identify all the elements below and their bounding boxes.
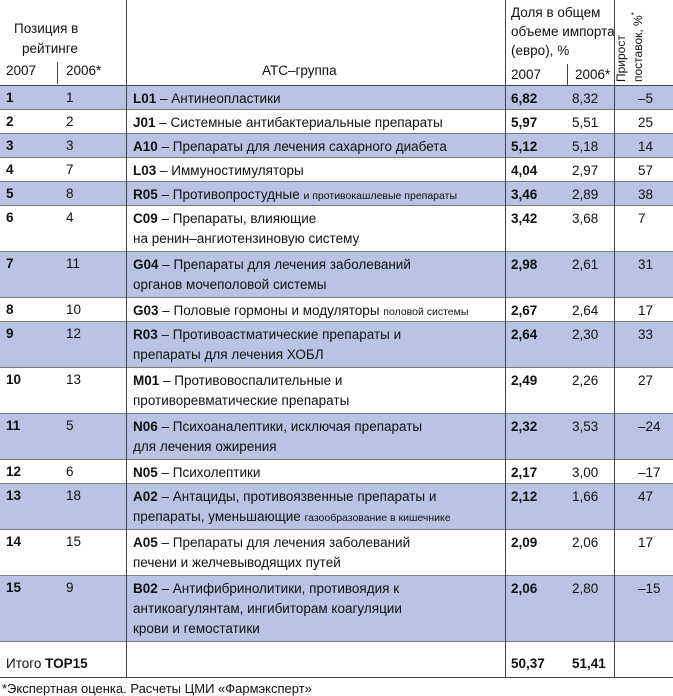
atc-description: – Противовоспалительные и (159, 373, 343, 388)
share-2006: 2,97 (572, 163, 599, 178)
atc-description: – Препараты для лечения сахарного диабета (157, 139, 447, 154)
atc-group-cell (133, 533, 410, 553)
growth-value: 57 (638, 163, 654, 178)
share-2006: 3,00 (572, 465, 599, 480)
atc-code: G03 (133, 303, 159, 318)
table-row (0, 134, 673, 158)
atc-group-cell (133, 417, 422, 437)
table-row (0, 206, 673, 252)
total-bottom-line (0, 677, 673, 678)
atc-description: противоревматические препараты (133, 393, 350, 408)
header-year-divider (57, 62, 58, 84)
table-row (0, 368, 673, 414)
header-bottom-line (0, 85, 673, 86)
rank-2007: 4 (6, 162, 14, 177)
growth-value: 7 (638, 211, 646, 226)
atc-description: органов мочеполовой системы (133, 277, 327, 292)
atc-description: печени и желчевыводящих путей (133, 555, 341, 570)
atc-description: препараты для лечения ХОБЛ (133, 347, 324, 362)
atc-description-small: газообразование в кишечнике (304, 512, 451, 524)
rank-2007: 8 (6, 302, 14, 317)
rank-2006: 6 (66, 464, 74, 479)
header-year-2006: 2006* (66, 63, 102, 78)
atc-description: – Антациды, противоязвенные препараты и (157, 489, 437, 504)
rank-2006: 3 (66, 138, 74, 153)
atc-code: R03 (133, 327, 158, 342)
rank-2007: 5 (6, 186, 14, 201)
table-row (0, 576, 673, 642)
share-2006: 3,68 (572, 211, 599, 226)
atc-code: M01 (133, 373, 160, 388)
share-2006: 2,30 (572, 327, 599, 342)
atc-description: антикоагулянтам, ингибиторам коагуляции (133, 601, 402, 616)
growth-value: 38 (638, 187, 654, 202)
atc-code: C09 (133, 211, 158, 226)
share-2007: 2,12 (511, 489, 538, 504)
rank-2006: 2 (66, 114, 74, 129)
header-growth-line2: поставок, % (631, 15, 645, 82)
table-row (0, 484, 673, 530)
header-growth-line2-wrap (628, 0, 645, 82)
rank-2007: 13 (6, 488, 22, 503)
share-2007: 5,97 (511, 115, 538, 130)
rank-2006: 7 (66, 162, 74, 177)
atc-group-continuation (133, 507, 451, 528)
rank-2006: 1 (66, 90, 74, 105)
atc-group-continuation (133, 275, 327, 295)
rank-2007: 1 (6, 90, 14, 105)
divider-rank-atc (126, 0, 127, 677)
atc-description: – Половые гормоны и модуляторы (158, 303, 384, 318)
table-row (0, 86, 673, 110)
header-position-line1: Позиция в (14, 21, 79, 36)
rank-2006: 8 (66, 186, 74, 201)
atc-group-cell (133, 371, 342, 391)
atc-group-cell (133, 161, 304, 181)
rank-2006: 4 (66, 210, 74, 225)
atc-description: – Системные антибактериальные препараты (155, 115, 443, 130)
header-growth (614, 0, 672, 82)
share-2006: 2,80 (572, 581, 599, 596)
atc-description: для лечения ожирения (133, 439, 277, 454)
atc-code: G04 (133, 257, 159, 272)
atc-group-cell (133, 487, 436, 507)
rank-2006: 18 (66, 488, 82, 503)
atc-group-cell (133, 463, 260, 483)
share-2007: 3,42 (511, 211, 538, 226)
rank-2007: 2 (6, 114, 14, 129)
atc-description: – Психолептики (157, 465, 261, 480)
rank-2006: 5 (66, 418, 74, 433)
table-row (0, 322, 673, 368)
share-2006: 2,61 (572, 257, 599, 272)
atc-group-continuation (133, 599, 402, 619)
table-row (0, 530, 673, 576)
table-row (0, 460, 673, 484)
atc-group-cell (133, 113, 443, 133)
header-share-2006: 2006* (575, 67, 611, 82)
atc-code: N05 (133, 465, 158, 480)
atc-group-continuation (133, 437, 277, 457)
growth-value: 33 (638, 327, 654, 342)
atc-group-cell (133, 301, 468, 322)
atc-group-cell (133, 579, 399, 599)
table-row (0, 158, 673, 182)
atc-code: B02 (133, 581, 158, 596)
share-2007: 2,98 (511, 257, 538, 272)
rank-2007: 15 (6, 580, 22, 595)
atc-code: A10 (133, 139, 158, 154)
growth-value: 17 (638, 303, 654, 318)
total-2007: 50,37 (511, 656, 545, 671)
rank-2007: 12 (6, 464, 22, 479)
rank-2007: 11 (6, 418, 21, 433)
header-atc-group: АТС–группа (262, 63, 337, 78)
growth-value: –24 (638, 419, 661, 434)
atc-description: – Психоаналептики, исключая препараты (157, 419, 423, 434)
share-2006: 2,89 (572, 187, 599, 202)
atc-description: – Препараты для лечения заболеваний (157, 535, 411, 550)
atc-description: – Антифибринолитики, противоядия к (157, 581, 400, 596)
atc-group-continuation (133, 619, 260, 639)
table-row (0, 252, 673, 298)
table-row (0, 110, 673, 134)
share-2007: 2,67 (511, 303, 538, 318)
divider-share-growth (614, 0, 615, 677)
rank-2006: 15 (66, 534, 82, 549)
header-share-line2: объеме импорта (511, 24, 615, 39)
growth-value: 27 (638, 373, 654, 388)
atc-description: на ренин–ангиотензиновую систему (133, 231, 360, 246)
rank-2007: 7 (6, 256, 14, 271)
atc-description-small: и противокашлевые препараты (303, 190, 457, 202)
table-row (0, 182, 673, 206)
share-2007: 6,82 (511, 91, 538, 106)
table-row (0, 298, 673, 322)
atc-group-cell (133, 137, 447, 157)
share-2006: 2,26 (572, 373, 599, 388)
rank-2007: 10 (6, 372, 22, 387)
atc-code: J01 (133, 115, 156, 130)
rank-2006: 10 (66, 302, 82, 317)
share-2006: 2,64 (572, 303, 599, 318)
atc-group-cell (133, 89, 281, 109)
atc-group-continuation (133, 229, 359, 249)
total-2006: 51,41 (572, 656, 606, 671)
rank-2007: 3 (6, 138, 14, 153)
share-2007: 2,06 (511, 581, 538, 596)
growth-value: –5 (638, 91, 654, 106)
atc-description: – Противопростудные (157, 187, 304, 202)
growth-value: –15 (638, 581, 661, 596)
table-row (0, 414, 673, 460)
atc-group-continuation (133, 391, 349, 411)
share-2007: 2,09 (511, 535, 538, 550)
atc-code: R05 (133, 187, 158, 202)
rank-2007: 14 (6, 534, 22, 549)
header-share-2007: 2007 (511, 67, 542, 82)
atc-code: L03 (133, 163, 157, 178)
atc-group-continuation (133, 553, 341, 573)
growth-value: 25 (638, 115, 654, 130)
divider-atc-share (505, 0, 506, 677)
growth-value: 47 (638, 489, 654, 504)
header-position-line2: рейтинге (22, 41, 78, 56)
header-growth-line1: Прирост (614, 35, 628, 82)
rank-2006: 13 (66, 372, 82, 387)
atc-group-cell (133, 209, 316, 229)
atc-description: – Препараты для лечения заболеваний (158, 257, 411, 272)
share-2007: 5,12 (511, 139, 538, 154)
total-label: Итого (6, 656, 46, 671)
share-2007: 2,64 (511, 327, 538, 342)
share-2006: 8,32 (572, 91, 599, 106)
share-2007: 4,04 (511, 163, 538, 178)
header-share-divider (567, 64, 568, 86)
header-share-line3: (евро), % (511, 43, 570, 58)
share-2007: 3,46 (511, 187, 538, 202)
atc-code: A05 (133, 535, 158, 550)
atc-code: L01 (133, 91, 157, 106)
share-2006: 2,06 (572, 535, 599, 550)
share-2006: 5,51 (572, 115, 599, 130)
header-year-2007: 2007 (6, 63, 37, 78)
share-2006: 1,66 (572, 489, 599, 504)
atc-group-continuation (133, 345, 324, 365)
atc-group-cell (133, 255, 411, 275)
atc-description: крови и гемостатики (133, 621, 260, 636)
atc-group-cell (133, 325, 401, 345)
atc-description: – Противоастматические препараты и (157, 327, 402, 342)
growth-value: 14 (638, 139, 654, 154)
growth-value: 17 (638, 535, 654, 550)
rank-2006: 11 (66, 256, 81, 271)
atc-description: препараты, уменьшающие (133, 509, 305, 524)
atc-description-small: половой системы (383, 306, 469, 318)
share-2007: 2,32 (511, 419, 538, 434)
atc-code: A02 (133, 489, 158, 504)
atc-group-cell (133, 185, 457, 206)
header-growth-sup: * (630, 12, 639, 16)
share-2007: 2,17 (511, 465, 538, 480)
growth-value: –17 (638, 465, 661, 480)
rank-2007: 6 (6, 210, 14, 225)
rank-2006: 9 (66, 580, 74, 595)
share-2006: 3,53 (572, 419, 599, 434)
atc-description: – Препараты, влияющие (157, 211, 317, 226)
atc-description: – Иммуностимуляторы (156, 163, 304, 178)
footnote: *Экспертная оценка. Расчеты ЦМИ «Фармэксперт» (2, 681, 312, 696)
total-label-wrap (6, 656, 88, 671)
header-share-line1: Доля в общем (511, 5, 601, 20)
growth-value: 31 (638, 257, 654, 272)
rank-2006: 12 (66, 326, 82, 341)
total-label-bold: TOP15 (45, 656, 88, 671)
share-2007: 2,49 (511, 373, 538, 388)
atc-code: N06 (133, 419, 158, 434)
atc-description: – Антинеопластики (156, 91, 281, 106)
share-2006: 5,18 (572, 139, 599, 154)
rank-2007: 9 (6, 326, 14, 341)
